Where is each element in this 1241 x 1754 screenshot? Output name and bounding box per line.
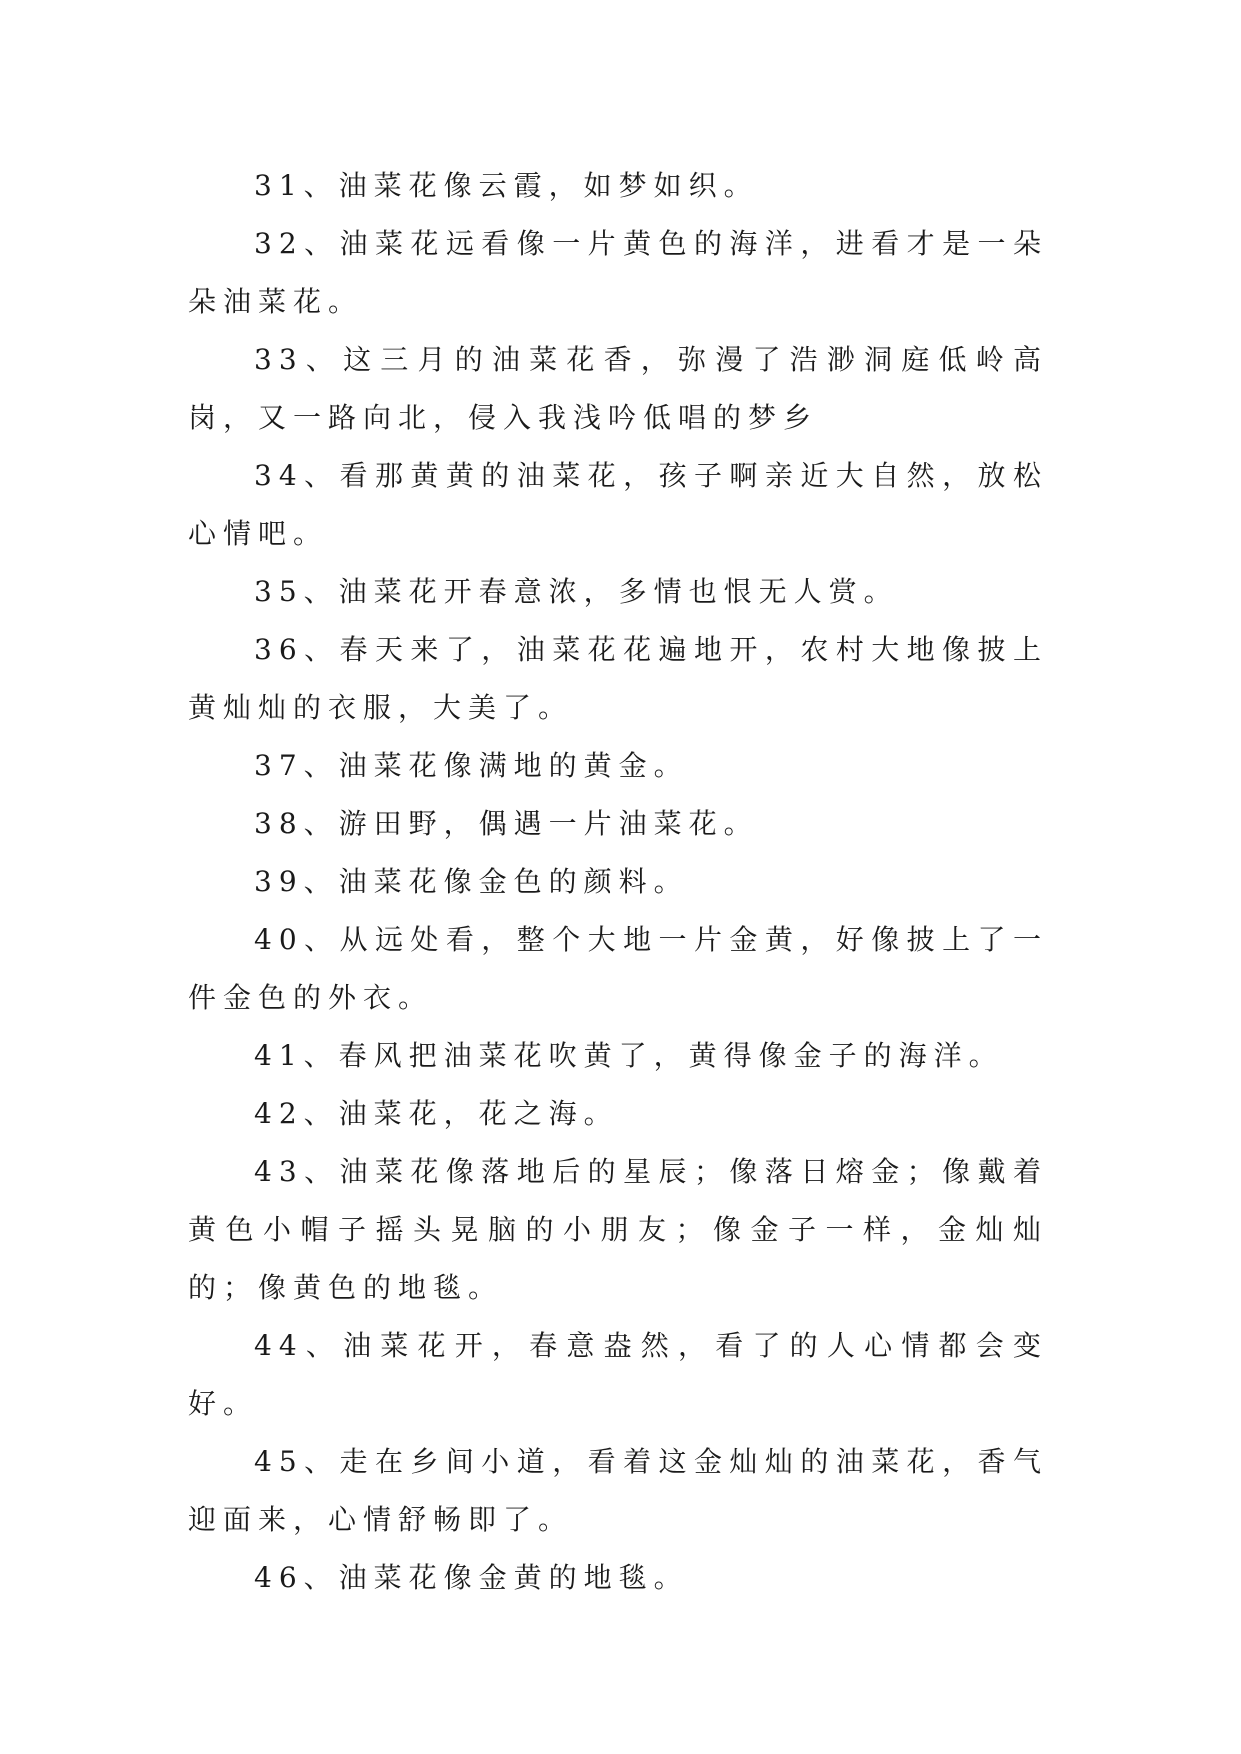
list-item: 40、从远处看，整个大地一片金黄，好像披上了一件金色的外衣。 <box>188 923 1048 1014</box>
list-item: 31、油菜花像云霞，如梦如织。 <box>254 169 759 202</box>
document-body <box>188 157 1048 1607</box>
list-item: 38、游田野，偶遇一片油菜花。 <box>254 807 759 840</box>
list-item: 43、油菜花像落地后的星辰；像落日熔金；像戴着黄色小帽子摇头晃脑的小朋友；像金子一样，金灿灿的；像黄色的地毯。 <box>188 1155 1048 1304</box>
list-item: 42、油菜花，花之海。 <box>254 1097 619 1130</box>
list-item: 44、油菜花开，春意盎然，看了的人心情都会变好。 <box>188 1329 1048 1420</box>
list-item: 39、油菜花像金色的颜料。 <box>254 865 689 898</box>
list-item: 34、看那黄黄的油菜花，孩子啊亲近大自然，放松心情吧。 <box>188 459 1048 550</box>
list-item: 36、春天来了，油菜花花遍地开，农村大地像披上黄灿灿的衣服，大美了。 <box>188 633 1048 724</box>
list-item: 35、油菜花开春意浓，多情也恨无人赏。 <box>254 575 899 608</box>
list-item: 46、油菜花像金黄的地毯。 <box>254 1561 689 1594</box>
list-item: 33、这三月的油菜花香，弥漫了浩渺洞庭低岭高岗，又一路向北，侵入我浅吟低唱的梦乡 <box>188 343 1048 434</box>
list-item: 37、油菜花像满地的黄金。 <box>254 749 689 782</box>
list-item: 41、春风把油菜花吹黄了，黄得像金子的海洋。 <box>254 1039 1004 1072</box>
list-item: 32、油菜花远看像一片黄色的海洋，进看才是一朵朵油菜花。 <box>188 227 1048 318</box>
list-item: 45、走在乡间小道，看着这金灿灿的油菜花，香气迎面来，心情舒畅即了。 <box>188 1445 1048 1536</box>
